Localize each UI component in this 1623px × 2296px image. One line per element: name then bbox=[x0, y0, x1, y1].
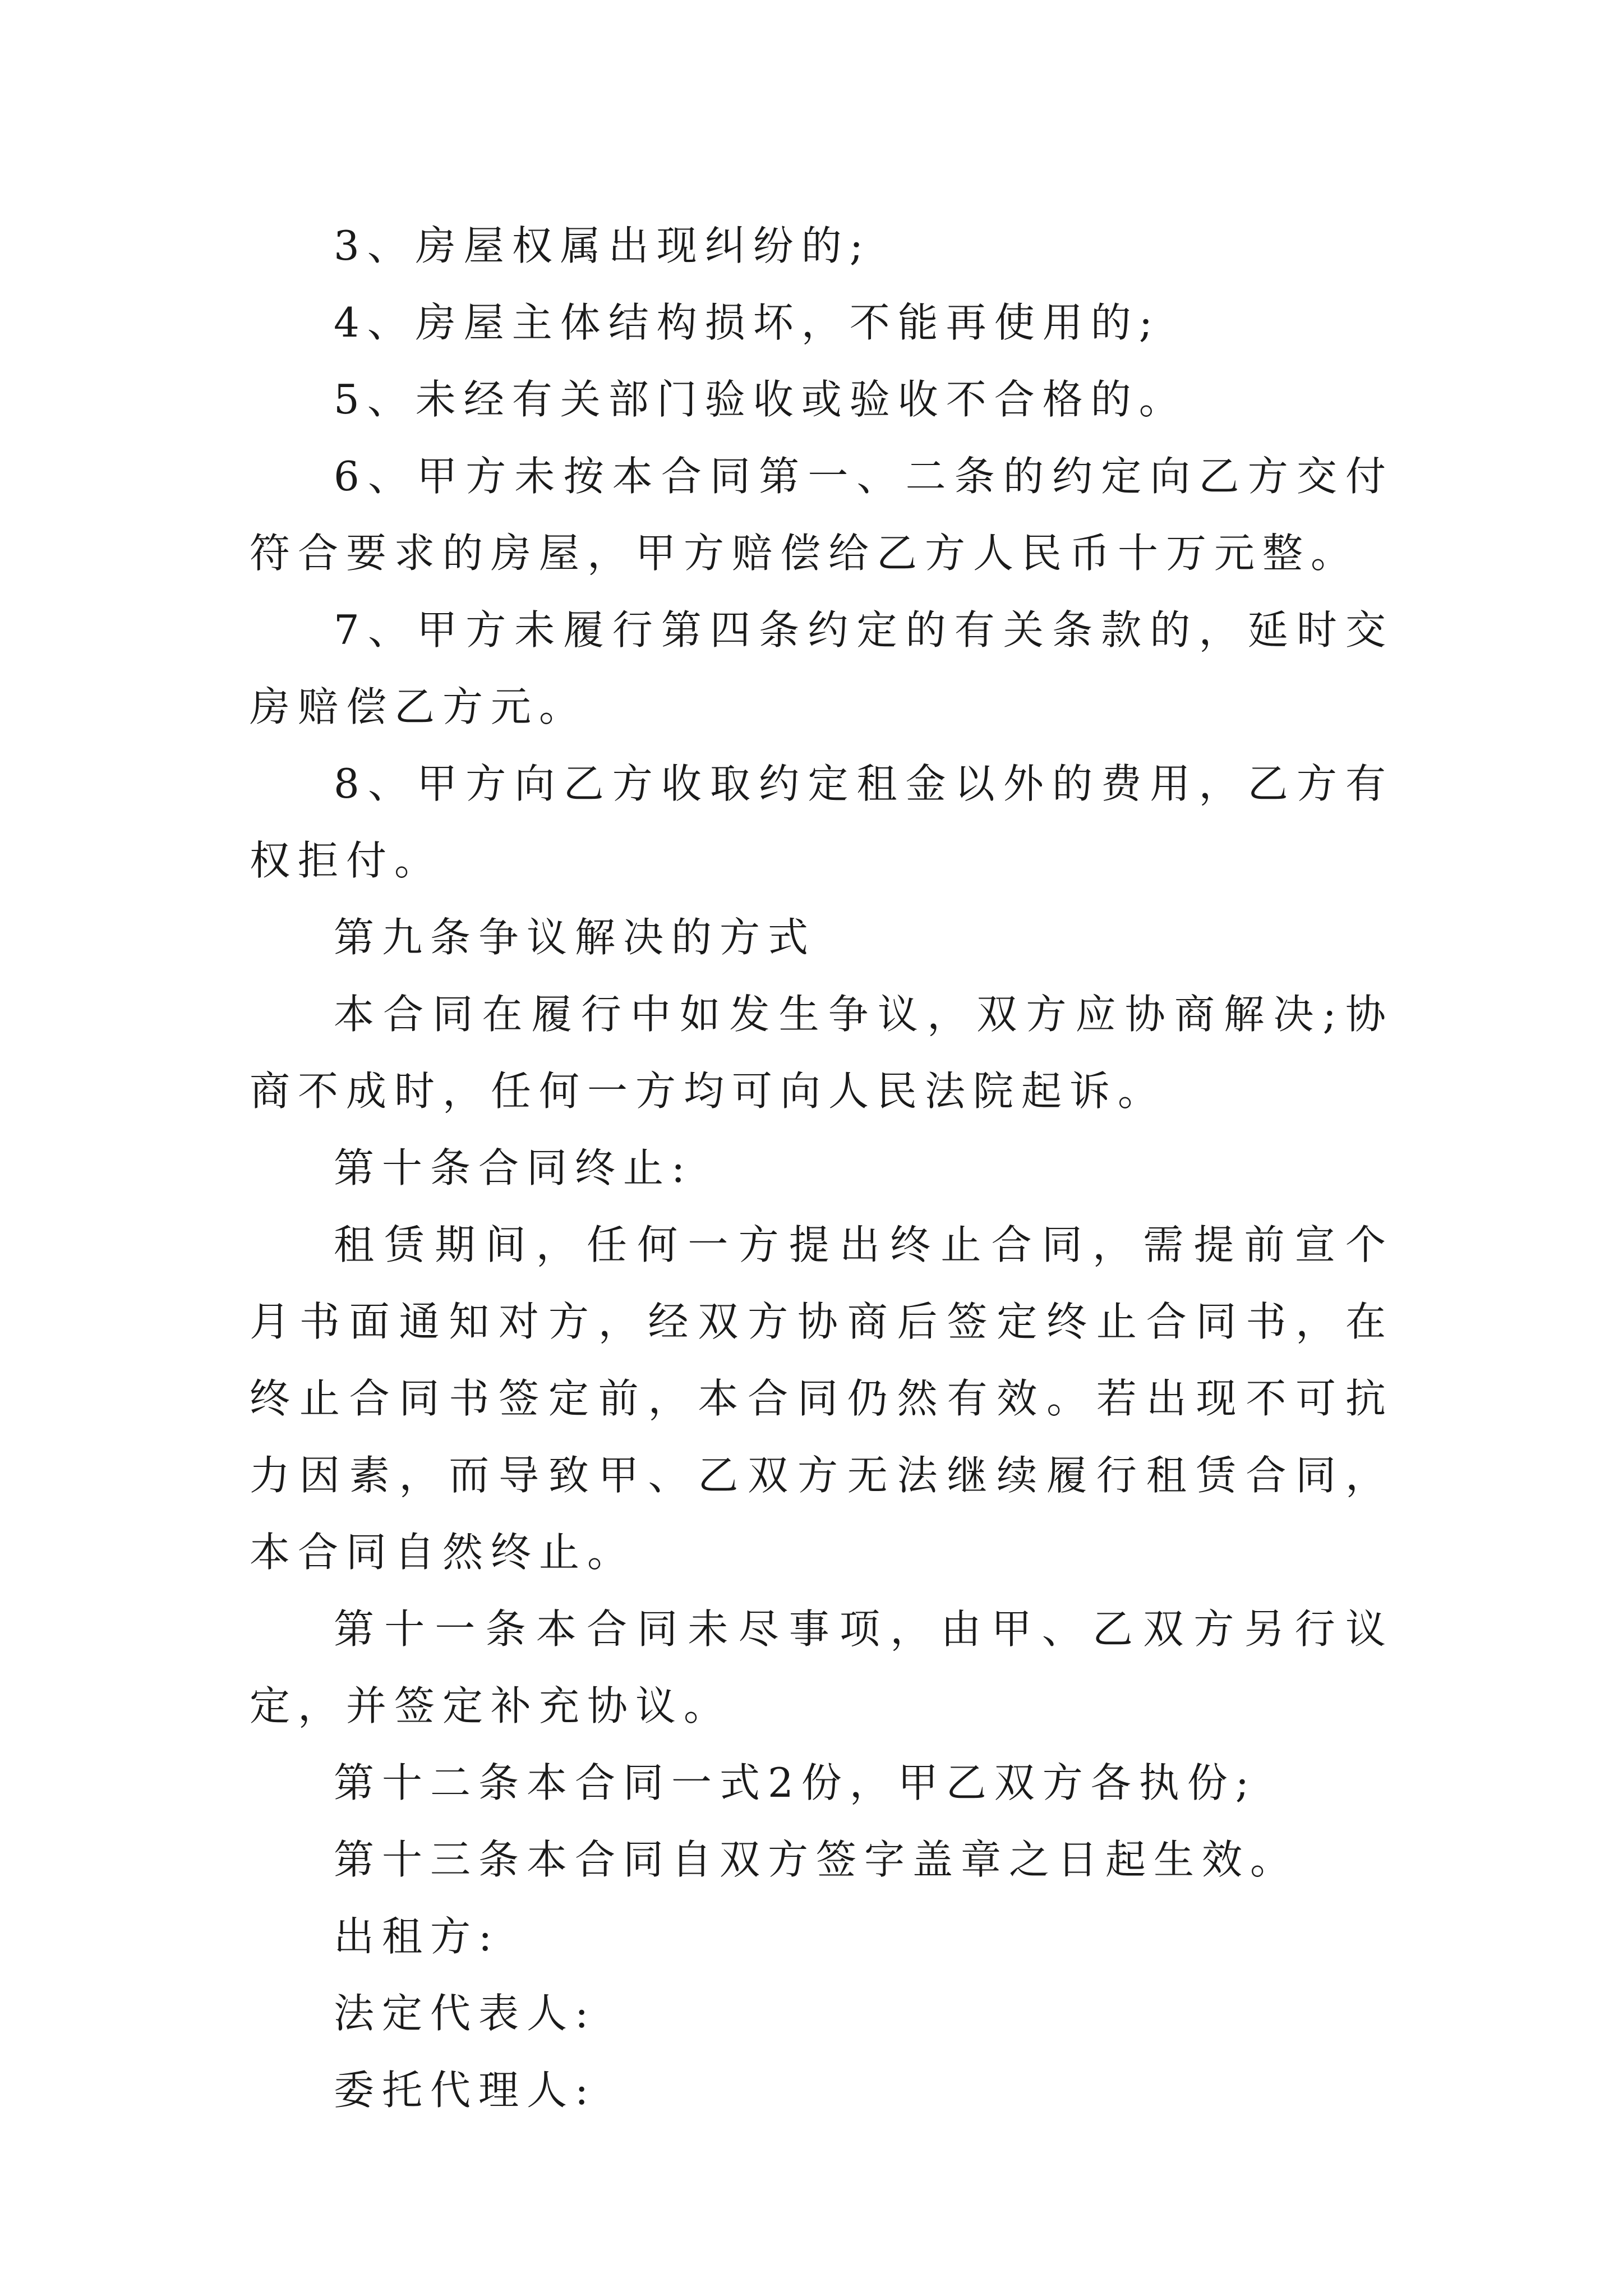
signature-lessor-label: 出租方: bbox=[334, 1913, 500, 1960]
paragraph-clause-6: 6、甲方未按本合同第一、二条的约定向乙方交付符合要求的房屋，甲方赔偿给乙方人民币十万元整。 bbox=[250, 453, 1394, 577]
paragraph-clause-3: 3、房屋权属出现纠纷的; bbox=[334, 222, 872, 269]
paragraph-article-12: 第十二条本合同一式2份，甲乙双方各执份; bbox=[334, 1759, 1257, 1806]
signature-authorized-agent-label: 委托代理人: bbox=[334, 2067, 597, 2114]
paragraph-article-11: 第十一条本合同未尽事项，由甲、乙双方另行议定，并签定补充协议。 bbox=[250, 1605, 1394, 1729]
paragraph-article-13: 第十三条本合同自双方签字盖章之日起生效。 bbox=[334, 1836, 1299, 1883]
section-heading-article-10: 第十条合同终止: bbox=[334, 1144, 693, 1191]
document-body bbox=[250, 208, 1394, 2129]
section-heading-article-9: 第九条争议解决的方式 bbox=[334, 914, 817, 961]
paragraph-clause-7: 7、甲方未履行第四条约定的有关条款的，延时交房赔偿乙方元。 bbox=[250, 606, 1394, 730]
paragraph-termination: 租赁期间，任何一方提出终止合同，需提前宣个月书面通知对方，经双方协商后签定终止合同书，在终止合同书签定前，本合同仍然有效。若出现不可抗力因素，而导致甲、乙双方无法继续履行租赁合同，本合同自然终止。 bbox=[250, 1221, 1394, 1576]
paragraph-clause-5: 5、未经有关部门验收或验收不合格的。 bbox=[334, 376, 1187, 423]
paragraph-dispute-resolution: 本合同在履行中如发生争议，双方应协商解决;协商不成时，任何一方均可向人民法院起诉。 bbox=[250, 991, 1394, 1115]
signature-legal-representative-label: 法定代表人: bbox=[334, 1990, 597, 2037]
paragraph-clause-8: 8、甲方向乙方收取约定租金以外的费用，乙方有权拒付。 bbox=[250, 760, 1394, 884]
paragraph-clause-4: 4、房屋主体结构损坏，不能再使用的; bbox=[334, 299, 1161, 346]
